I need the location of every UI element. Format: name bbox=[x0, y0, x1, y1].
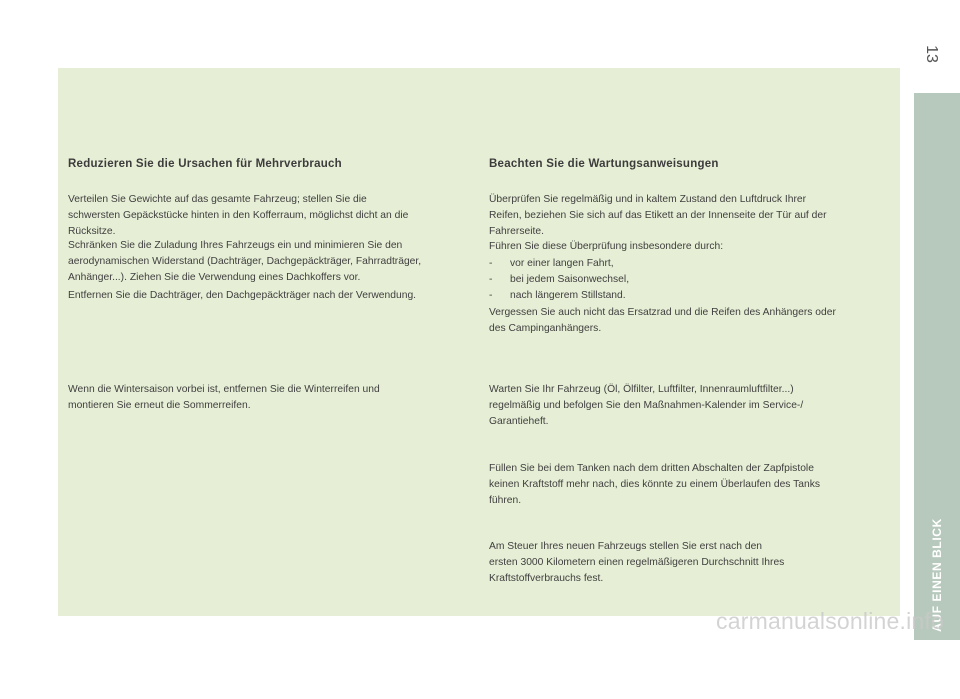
text-line: Anhänger...). Ziehen Sie die Verwendung eines Dachkoffers vor. bbox=[68, 272, 361, 283]
paragraph-running-in bbox=[489, 539, 784, 587]
bullet-dash: - bbox=[489, 258, 493, 269]
heading-maintenance: Beachten Sie die Wartungsanweisungen bbox=[489, 158, 719, 170]
paragraph-tyre-pressure bbox=[489, 192, 827, 240]
text-line: Reifen, beziehen Sie sich auf das Etikett an der Innenseite der Tür auf der bbox=[489, 210, 827, 221]
list-item-text: bei jedem Saisonwechsel, bbox=[510, 274, 630, 285]
paragraph-remove-roof-rack bbox=[68, 288, 416, 304]
text-line: montieren Sie erneut die Sommerreifen. bbox=[68, 400, 251, 411]
list-item bbox=[489, 288, 629, 304]
paragraph-spare-wheel bbox=[489, 305, 836, 337]
list-item-text: vor einer langen Fahrt, bbox=[510, 258, 614, 269]
text-line: Am Steuer Ihres neuen Fahrzeugs stellen Sie erst nach den bbox=[489, 541, 763, 552]
text-line: Kraftstoffverbrauchs fest. bbox=[489, 573, 604, 584]
text-line: keinen Kraftstoff mehr nach, dies könnte zu einem Überlaufen des Tanks bbox=[489, 479, 821, 490]
text-line: führen. bbox=[489, 495, 522, 506]
bullet-dash: - bbox=[489, 290, 493, 301]
text-line: regelmäßig und befolgen Sie den Maßnahmen-Kalender im Service-/ bbox=[489, 400, 804, 411]
paragraph-check-when bbox=[489, 239, 723, 255]
text-line: Verteilen Sie Gewichte auf das gesamte Fahrzeug; stellen Sie die bbox=[68, 194, 367, 205]
list-item-text: nach längerem Stillstand. bbox=[510, 290, 626, 301]
chapter-title: AUF EINEN BLICK bbox=[930, 518, 945, 632]
bullet-list-check-occasions bbox=[489, 256, 629, 304]
chapter-side-tab bbox=[914, 93, 960, 697]
chapter-number: 1 bbox=[926, 655, 948, 697]
text-line: Fahrerseite. bbox=[489, 226, 544, 237]
text-line: Wenn die Wintersaison vorbei ist, entfernen Sie die Winterreifen und bbox=[68, 384, 380, 395]
list-item bbox=[489, 256, 629, 272]
text-line: Entfernen Sie die Dachträger, den Dachgepäckträger nach der Verwendung. bbox=[68, 290, 417, 301]
list-item bbox=[489, 272, 629, 288]
paragraph-load-limit bbox=[68, 238, 421, 286]
text-line: Führen Sie diese Überprüfung insbesondere durch: bbox=[489, 241, 724, 252]
text-line: Warten Sie Ihr Fahrzeug (Öl, Ölfilter, Luftfilter, Innenraumluftfilter...) bbox=[489, 384, 794, 395]
paragraph-weight-distribution bbox=[68, 192, 408, 240]
page-number: 13 bbox=[923, 45, 940, 63]
text-line: schwersten Gepäckstücke hinten in den Kofferraum, möglichst dicht an die bbox=[68, 210, 409, 221]
paragraph-refuelling bbox=[489, 461, 820, 509]
heading-reduce-consumption: Reduzieren Sie die Ursachen für Mehrverbrauch bbox=[68, 158, 342, 170]
text-line: Vergessen Sie auch nicht das Ersatzrad und die Reifen des Anhängers oder bbox=[489, 307, 836, 318]
text-line: ersten 3000 Kilometern einen regelmäßigeren Durchschnitt Ihres bbox=[489, 557, 785, 568]
chapter-divider bbox=[918, 649, 960, 651]
bullet-dash: - bbox=[489, 274, 493, 285]
text-line: aerodynamischen Widerstand (Dachträger, Dachgepäckträger, Fahrradträger, bbox=[68, 256, 422, 267]
watermark: carmanualsonline.info bbox=[716, 608, 944, 634]
text-line: Schränken Sie die Zuladung Ihres Fahrzeugs ein und minimieren Sie den bbox=[68, 240, 403, 251]
text-line: des Campinganhängers. bbox=[489, 323, 602, 334]
content-panel bbox=[58, 68, 900, 616]
text-line: Rücksitze. bbox=[68, 226, 116, 237]
text-line: Füllen Sie bei dem Tanken nach dem dritten Abschalten der Zapfpistole bbox=[489, 463, 814, 474]
text-line: Garantieheft. bbox=[489, 416, 549, 427]
paragraph-winter-tyres bbox=[68, 382, 380, 414]
text-line: Überprüfen Sie regelmäßig und in kaltem Zustand den Luftdruck Ihrer bbox=[489, 194, 807, 205]
paragraph-service-schedule bbox=[489, 382, 803, 430]
